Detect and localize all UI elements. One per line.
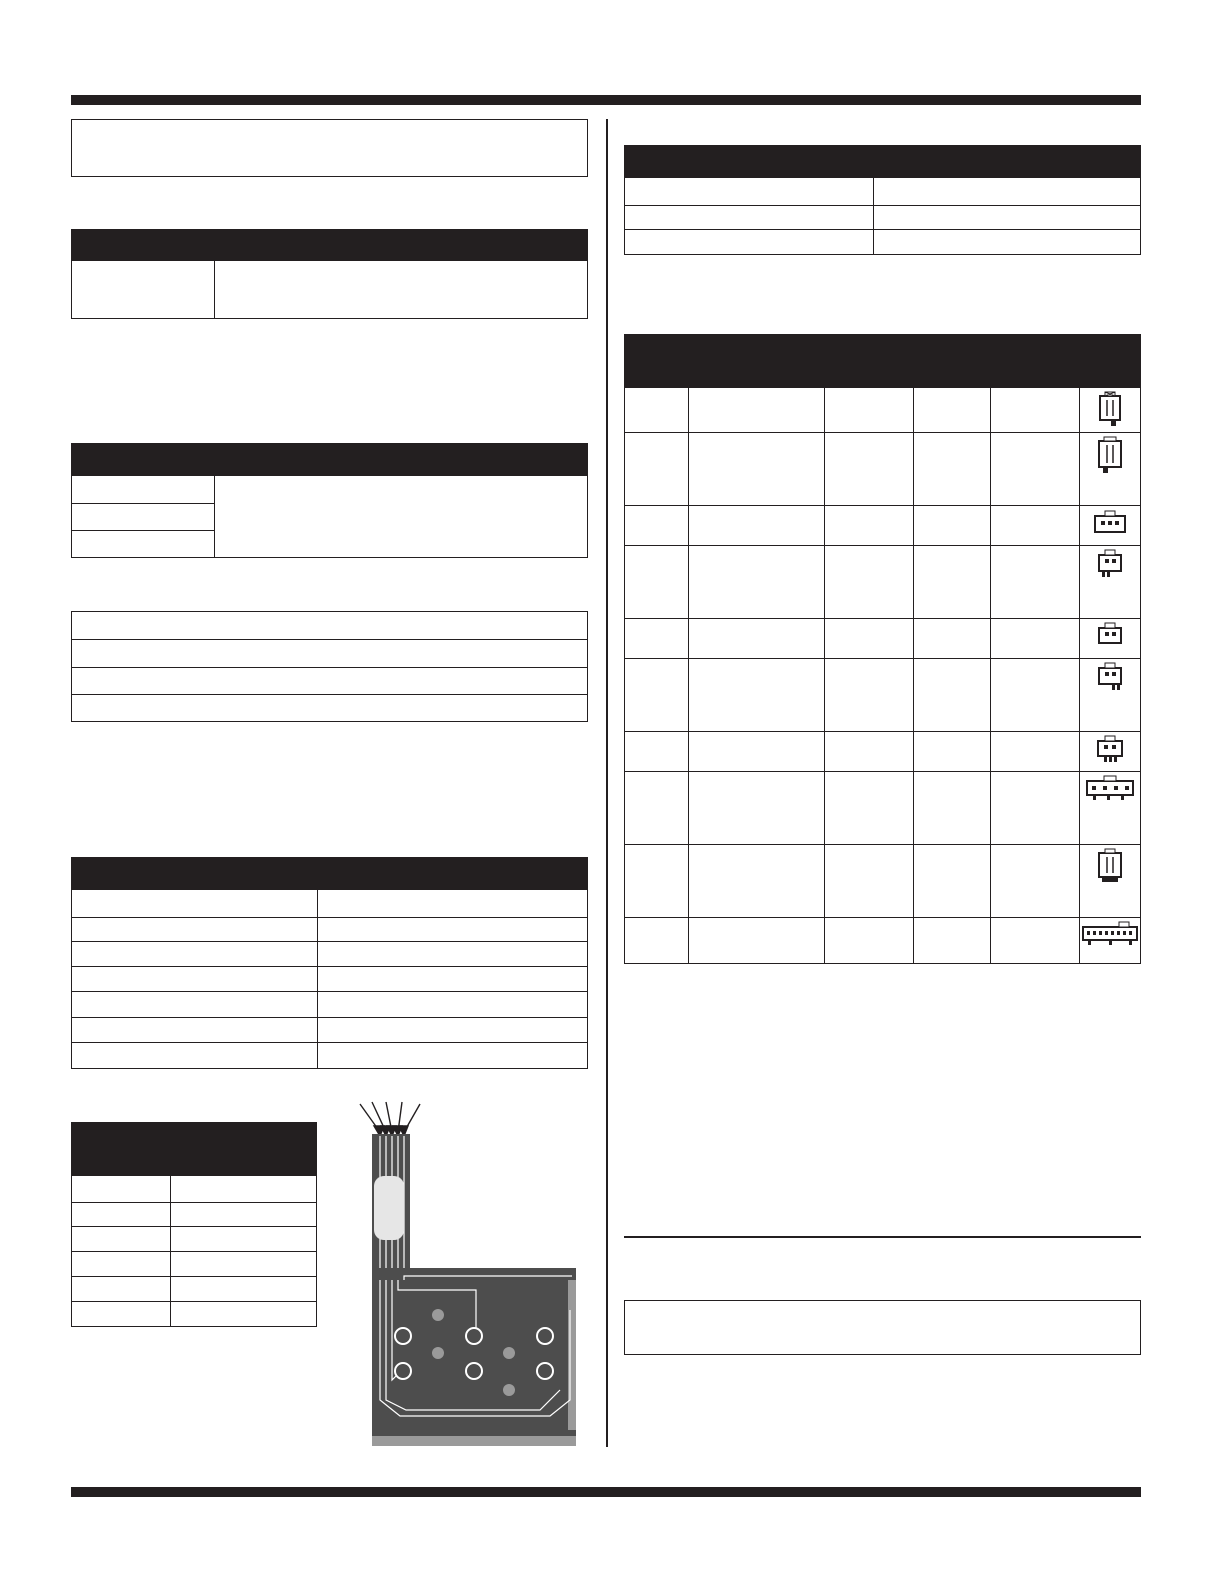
connector-table-row xyxy=(625,619,1141,659)
connector-3pin-small-icon xyxy=(1080,734,1140,767)
connector-table-cell xyxy=(991,659,1080,732)
table-row xyxy=(72,476,588,504)
connector-table-cell xyxy=(625,772,689,845)
table-cell xyxy=(72,1252,171,1277)
connector-table-cell xyxy=(914,506,991,546)
table-row xyxy=(72,992,588,1018)
connector-2pin-right-offset-icon xyxy=(1080,661,1140,696)
table-row xyxy=(72,1176,317,1203)
table-row xyxy=(72,1043,588,1069)
table-b-header xyxy=(72,444,588,476)
connector-table-cell xyxy=(689,918,825,964)
table-a-header xyxy=(72,230,588,261)
intro-box xyxy=(71,119,588,177)
table-cell xyxy=(72,504,215,531)
table-cell xyxy=(72,612,588,640)
connector-icon-cell xyxy=(1080,546,1141,619)
table-cell xyxy=(171,1227,317,1252)
connector-table-cell xyxy=(825,388,914,433)
table-a-header-row xyxy=(72,230,588,261)
connector-table-cell xyxy=(991,388,1080,433)
table-a xyxy=(71,229,588,319)
table-e-header xyxy=(625,146,1141,178)
table-cell xyxy=(72,1176,171,1203)
connector-table-cell xyxy=(991,546,1080,619)
table-cell xyxy=(171,1302,317,1327)
table-row xyxy=(72,918,588,942)
connector-icon-cell xyxy=(1080,659,1141,732)
table-cell xyxy=(171,1203,317,1227)
table-cell xyxy=(72,640,588,668)
table-b-header-row xyxy=(72,444,588,476)
table-row xyxy=(72,1252,317,1277)
table-row xyxy=(72,1277,317,1302)
right-column-divider-line xyxy=(624,1236,1141,1238)
table-cell xyxy=(625,178,874,206)
table-row xyxy=(625,230,1141,255)
table-cell xyxy=(72,668,588,695)
table-b xyxy=(71,443,588,558)
connector-table-cell xyxy=(914,433,991,506)
table-row xyxy=(72,942,588,967)
table-cell xyxy=(171,1176,317,1203)
table-cell xyxy=(72,1302,171,1327)
connector-2pin-vertical-icon xyxy=(1080,390,1140,431)
table-cell xyxy=(72,918,318,942)
table-cell xyxy=(318,1043,588,1069)
connector-table-cell xyxy=(991,433,1080,506)
connector-icon-cell xyxy=(1080,845,1141,918)
connector-table-row xyxy=(625,506,1141,546)
connector-table-cell xyxy=(689,772,825,845)
table-cell xyxy=(72,695,588,722)
connector-table-cell xyxy=(991,732,1080,772)
connector-2pin-vertical-tall-icon xyxy=(1080,435,1140,478)
table-cell xyxy=(318,890,588,918)
connector-icon-cell xyxy=(1080,619,1141,659)
connector-table-row xyxy=(625,772,1141,845)
table-row xyxy=(625,178,1141,206)
connector-table-cell xyxy=(625,433,689,506)
connector-table-cell xyxy=(991,619,1080,659)
connector-table-cell xyxy=(991,506,1080,546)
table-cell xyxy=(72,1018,318,1043)
table-row xyxy=(72,967,588,992)
table-cell xyxy=(72,942,318,967)
connector-table-body xyxy=(625,388,1141,964)
table-cell xyxy=(72,1277,171,1302)
connector-table-row xyxy=(625,918,1141,964)
connector-table-cell xyxy=(625,619,689,659)
table-row xyxy=(72,612,588,640)
connector-table-cell xyxy=(689,619,825,659)
keypad-circuit-figure xyxy=(350,1100,590,1452)
table-c-header xyxy=(72,858,588,890)
table-row xyxy=(72,1018,588,1043)
connector-table-cell xyxy=(825,433,914,506)
connector-icon-cell xyxy=(1080,388,1141,433)
connector-table-row xyxy=(625,659,1141,732)
connector-table-cell xyxy=(825,732,914,772)
table-cell xyxy=(72,890,318,918)
ribbon-stiffener xyxy=(374,1176,404,1240)
connector-table-cell xyxy=(689,845,825,918)
connector-table-header xyxy=(625,335,1141,388)
connector-table-cell xyxy=(825,506,914,546)
connector-table-cell xyxy=(689,732,825,772)
keypad-body xyxy=(372,1268,576,1444)
connector-table-cell xyxy=(625,732,689,772)
table-cell xyxy=(318,918,588,942)
connector-table-row xyxy=(625,732,1141,772)
connector-table-cell xyxy=(825,772,914,845)
table-cell xyxy=(171,1252,317,1277)
table-row xyxy=(72,640,588,668)
table-row xyxy=(625,206,1141,230)
connector-table-cell xyxy=(914,732,991,772)
table-e-header-row xyxy=(625,146,1141,178)
note-box xyxy=(624,1300,1141,1355)
connector-2pin-icon xyxy=(1080,621,1140,650)
connector-table-cell xyxy=(689,433,825,506)
connector-table-cell xyxy=(914,546,991,619)
table-row xyxy=(72,668,588,695)
connector-table-cell xyxy=(625,388,689,433)
table-cell xyxy=(171,1277,317,1302)
connector-icon-cell xyxy=(1080,772,1141,845)
table-merged-cell xyxy=(215,476,588,558)
connector-table-cell xyxy=(914,918,991,964)
connector-table-cell xyxy=(825,619,914,659)
keypad-right-edge xyxy=(568,1280,576,1430)
connector-table-cell xyxy=(991,918,1080,964)
table-row xyxy=(72,261,588,319)
table-cell xyxy=(72,531,215,558)
connector-table-cell xyxy=(689,546,825,619)
table-row xyxy=(72,890,588,918)
connector-table-row xyxy=(625,546,1141,619)
table-cell xyxy=(874,178,1141,206)
table-cell xyxy=(72,1227,171,1252)
table-cell xyxy=(72,1203,171,1227)
column-divider xyxy=(606,119,608,1447)
table-d xyxy=(71,1122,317,1327)
connector-icon-cell xyxy=(1080,506,1141,546)
connector-table-cell xyxy=(914,845,991,918)
table-cell xyxy=(72,261,215,319)
connector-table-cell xyxy=(991,845,1080,918)
table-d-header xyxy=(72,1123,317,1176)
connector-table-row xyxy=(625,433,1141,506)
table-row xyxy=(72,1302,317,1327)
connector-table-cell xyxy=(914,388,991,433)
connector-table-cell xyxy=(625,845,689,918)
connector-icon-cell xyxy=(1080,732,1141,772)
bottom-rule xyxy=(71,1487,1141,1497)
connector-table-cell xyxy=(914,772,991,845)
connector-icon-cell xyxy=(1080,918,1141,964)
connector-table-cell xyxy=(625,659,689,732)
table-cell xyxy=(72,992,318,1018)
connector-2pin-offset-icon xyxy=(1080,548,1140,583)
table-d-header-row xyxy=(72,1123,317,1176)
table-cell xyxy=(625,206,874,230)
plain-list-table xyxy=(71,611,588,722)
connector-table xyxy=(624,334,1141,964)
connector-table-cell xyxy=(825,918,914,964)
table-cell xyxy=(72,967,318,992)
callout-arrows xyxy=(360,1102,420,1136)
connector-table-row xyxy=(625,388,1141,433)
connector-icon-cell xyxy=(1080,433,1141,506)
table-cell xyxy=(72,476,215,504)
table-cell xyxy=(318,1018,588,1043)
table-e xyxy=(624,145,1141,255)
table-row xyxy=(72,1227,317,1252)
connector-8pin-icon xyxy=(1080,920,1140,951)
connector-2pin-vertical-wide-icon xyxy=(1080,847,1140,888)
connector-table-cell xyxy=(825,845,914,918)
connector-table-cell xyxy=(625,546,689,619)
connector-table-cell xyxy=(991,772,1080,845)
connector-table-cell xyxy=(914,659,991,732)
connector-table-cell xyxy=(689,659,825,732)
connector-table-cell xyxy=(914,619,991,659)
connector-table-cell xyxy=(625,918,689,964)
connector-table-cell xyxy=(689,506,825,546)
keypad-bottom-edge xyxy=(372,1436,576,1446)
connector-4pin-icon xyxy=(1080,774,1140,807)
table-c-header-row xyxy=(72,858,588,890)
table-cell xyxy=(874,206,1141,230)
table-cell xyxy=(318,992,588,1018)
connector-table-cell xyxy=(825,546,914,619)
table-cell xyxy=(215,261,588,319)
connector-3pin-icon xyxy=(1080,508,1140,539)
table-cell xyxy=(318,967,588,992)
connector-table-cell xyxy=(689,388,825,433)
table-row xyxy=(72,695,588,722)
table-cell xyxy=(874,230,1141,255)
connector-table-cell xyxy=(625,506,689,546)
connector-table-cell xyxy=(825,659,914,732)
top-rule xyxy=(71,95,1141,105)
connector-table-header-row xyxy=(625,335,1141,388)
table-cell xyxy=(72,1043,318,1069)
table-row xyxy=(72,1203,317,1227)
table-c xyxy=(71,857,588,1069)
connector-table-row xyxy=(625,845,1141,918)
table-cell xyxy=(318,942,588,967)
table-cell xyxy=(625,230,874,255)
